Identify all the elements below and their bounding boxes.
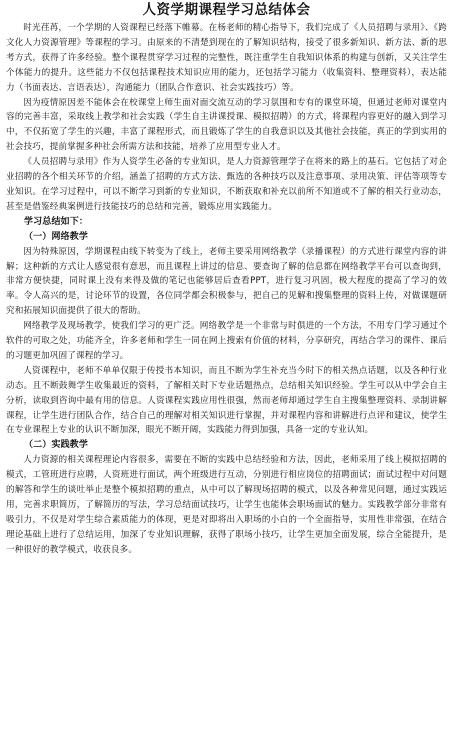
section-heading-practice-teaching: （二）实践教学 [24, 440, 89, 451]
paragraph-online-and-onsite: 网络教学及现场教学，使我们学习的更广泛。网络教学是一个非常与时俱进的一个方法，不用专门学习通过个软件的可取之处，功能齐全，许多老师和学生一同在网上搜索有价值的材料，分享研究，再结合学习的课件、课后的习题更加巩固了课程的学习。 [6, 321, 447, 361]
paragraph-online-teaching: 因为特殊原因，学期课程由线下转变为了线上，老师主要采用网络教学（录播课程）的方式进行课堂内容的讲解；这种新的方式让人感觉很有意思，而且课程上讲过的信息、要查询了解的信息都在网络教学平台可以查询到，非常方便快捷，同时课上没有来得及做的笔记也能够居后查看PPT，进行复习巩固，极大程度的提高了学习的效率。令人高兴的是，讨论环节的设置，各位同学都会积极参与，把自己的见解和搜集整理的资料上传，对做课题研究和拓展知识面提供了很大的帮助。 [6, 246, 447, 317]
summary-heading: 学习总结如下： [24, 216, 89, 227]
document-title: 人资学期课程学习总结体会 [142, 2, 311, 18]
paragraph-practice-teaching: 人力资源的相关课程理论内容很多，需要在不断的实践中总结经验和方法，因此，老师采用了线上模拟招聘的模式，工管班进行应聘，人资班进行面试，两个班级进行互动，分别进行相应岗位的招聘面试；面试过程中对问题的解答和学生的谈吐举止是整个模拟招聘的重点，从中可以了解现场招聘的模式，以及各种常见问题，通过实践运用，完善求职简历，了解简历的写法，学习总结面试技巧，让学生也能体会职场面试的魅力。实践教学部分非常有吸引力，不仅是对学生综合素质能力的体现，更是对即将出入职场的小白的一个全面指导，实用性非常强，在结合理论基础上进行了总结运用，加深了专业知识理解，获得了职场小技巧，让学生更加全面发展，综合全能提升，是一种很好的教学模式，收获良多。 [6, 455, 447, 555]
paragraph-recruitment-course: 《人员招聘与录用》作为人资学生必备的专业知识，是人力资源管理学子在将来的路上的基石。它包括了对企业招聘的各个相关环节的介绍，涵盖了招聘的方式方法、甄选的各种技巧以及注意事项、录用决策、评估等项等专业知识。在学习过程中，可以不断学习到新的专业知识，不断获取和补充以前所不知道或不了解的相关行业动态，甚至是借鉴经典案例进行技能技巧的总结和完善，锻炼应用实践能力。 [6, 157, 447, 212]
paragraph-hot-topics: 人资课程中，老师不单单仅限于传授书本知识，而且不断为学生补充当今时下的相关热点话题，以及各种行业动态。且不断鼓舞学生收集最近的资料，了解相关时下专业话题热点，总结相关知识经验。学生可以从中学会自主分析，读取到咨询中最有用的信息。人资课程实践应用性很强，然而老师却通过学生自主搜集整理资料、录制讲解课程，让学生进行团队合作，结合自己的理解对相关知识进行掌握，并对课程内容和讲解进行点评和建议，使学生在专业课程上专业的认识不断加深，眼光不断开阔，实践能力得到加强，具备一定的专业认知。 [6, 365, 447, 436]
paragraph-intro: 时光荏苒，一个学期的人资课程已经落下帷幕。在杨老师的精心指导下，我们完成了《人员招聘与录用》、《跨文化人力资源管理》等课程的学习。由原来的不清楚到现在的了解知识结构，接受了很多新知识、新方法、新的思考方式，获得了许多经验。整个课程贯穿学习过程的完整性，既注重学生自我知识体系的构建与创新，又关注学生个体能力的提升。这些能力不仅包括课程技术知识应用的能力，还包括学习能力（收集资料、整理资料），表达能力（书面表达、言语表达），沟通能力（团队合作意识、社会实践技巧）等。 [6, 23, 447, 93]
paragraph-online-learning-context: 因为疫情原因差不能体会在校课堂上师生面对面交流互动的学习氛围和专有的课堂环境，但通过老师对课堂内容的完善丰富，采取线上教学和社会实践（学生自主讲课授课、模拟招聘）的方式，将课程内容更好的融入到学习中，不仅拓宽了学生的兴趣，丰富了课程形式，而且锻炼了学生的自我意识以及其他社会技能，真正的学到实用的社会技巧，提前掌握多种社会所需方法和技能，培养了应用型专业人才。 [6, 97, 447, 153]
section-heading-online-teaching: （一）网络教学 [24, 231, 89, 242]
